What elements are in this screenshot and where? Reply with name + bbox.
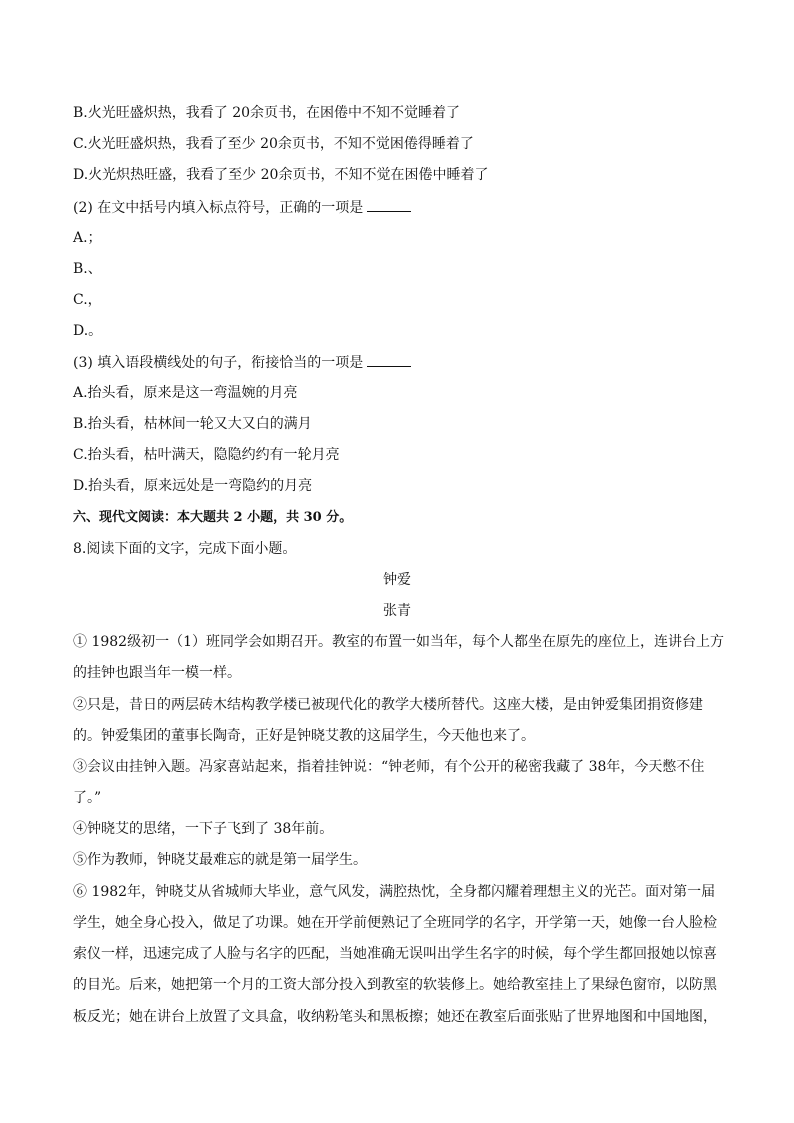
q2-option-c: C.， bbox=[73, 292, 102, 308]
q3-stem-row bbox=[73, 352, 723, 373]
q3-option-b: B.抬头看，枯林间一轮又大又白的满月 bbox=[73, 416, 312, 432]
paragraph-6-line-1: ⑥ 1982年，钟晓艾从省城师大毕业，意气风发，满腔热忱，全身都闪耀着理想主义的光芒。面对第一届 bbox=[73, 884, 716, 900]
q2-option-a: A.； bbox=[73, 230, 102, 246]
paragraph-3-line-2: 了。” bbox=[73, 790, 102, 806]
paragraph-5: ⑤作为教师，钟晓艾最难忘的就是第一届学生。 bbox=[73, 852, 367, 868]
paragraph-4: ④钟晓艾的思绪，一下子飞到了 38年前。 bbox=[73, 821, 334, 837]
article-title: 钟爱 bbox=[383, 572, 411, 588]
paragraph-2-line-2: 的。钟爱集团的董事长陶奇，正好是钟晓艾教的这届学生，今天他也来了。 bbox=[73, 728, 535, 744]
paragraph-6-line-5: 板反光；她在讲台上放置了文具盒，收纳粉笔头和黑板擦；她还在教室后面张贴了世界地图和中国地图， bbox=[73, 1009, 717, 1025]
section-heading: 六、现代文阅读：本大题共 2 小题，共 30 分。 bbox=[73, 510, 353, 525]
answer-blank bbox=[367, 197, 411, 212]
q8-stem: 8.阅读下面的文字，完成下面小题。 bbox=[73, 541, 297, 557]
paragraph-1-line-1: ① 1982级初一（1）班同学会如期召开。教室的布置一如当年，每个人都坐在原先的座位上，连讲台上方 bbox=[73, 634, 724, 650]
q2-option-d: D.。 bbox=[73, 323, 103, 339]
q2-stem: (2) 在文中括号内填入标点符号，正确的一项是 bbox=[73, 200, 364, 216]
paragraph-6-line-4: 的目光。后来，她把第一个月的工资大部分投入到教室的软装修上。她给教室挂上了果绿色窗帘，以防黑 bbox=[73, 977, 717, 993]
answer-blank bbox=[367, 352, 411, 367]
paragraph-6-line-3: 索仪一样，迅速完成了人脸与名字的匹配，当她准确无误叫出学生名字的时候，每个学生都回报她以惊喜 bbox=[73, 946, 717, 962]
q3-option-c: C.抬头看，枯叶满天，隐隐约约有一轮月亮 bbox=[73, 447, 340, 463]
q1-option-d: D.火光炽热旺盛，我看了至少 20余页书，不知不觉在困倦中睡着了 bbox=[73, 167, 489, 183]
paragraph-3-line-1: ③会议由挂钟入题。冯家喜站起来，指着挂钟说：“钟老师，有个公开的秘密我藏了 38年，今天憋不住 bbox=[73, 759, 705, 775]
q1-option-b: B.火光旺盛炽热，我看了 20余页书，在困倦中不知不觉睡着了 bbox=[73, 105, 461, 121]
paragraph-2-line-1: ②只是，昔日的两层砖木结构教学楼已被现代化的教学大楼所替代。这座大楼，是由钟爱集团捐资修建 bbox=[73, 697, 703, 713]
q2-option-b: B.、 bbox=[73, 261, 102, 277]
q3-stem: (3) 填入语段横线处的句子，衔接恰当的一项是 bbox=[73, 355, 364, 371]
q1-option-c: C.火光旺盛炽热，我看了至少 20余页书，不知不觉困倦得睡着了 bbox=[73, 136, 474, 152]
paragraph-1-line-2: 的挂钟也跟当年一模一样。 bbox=[73, 665, 241, 681]
q3-option-a: A.抬头看，原来是这一弯温婉的月亮 bbox=[73, 385, 298, 401]
q3-option-d: D.抬头看，原来远处是一弯隐约的月亮 bbox=[73, 478, 313, 494]
article-author: 张青 bbox=[383, 603, 411, 619]
paragraph-6-line-2: 学生，她全身心投入，做足了功课。她在开学前便熟记了全班同学的名字，开学第一天，她像一台人脸检 bbox=[73, 915, 717, 931]
q2-stem-row bbox=[73, 197, 723, 218]
